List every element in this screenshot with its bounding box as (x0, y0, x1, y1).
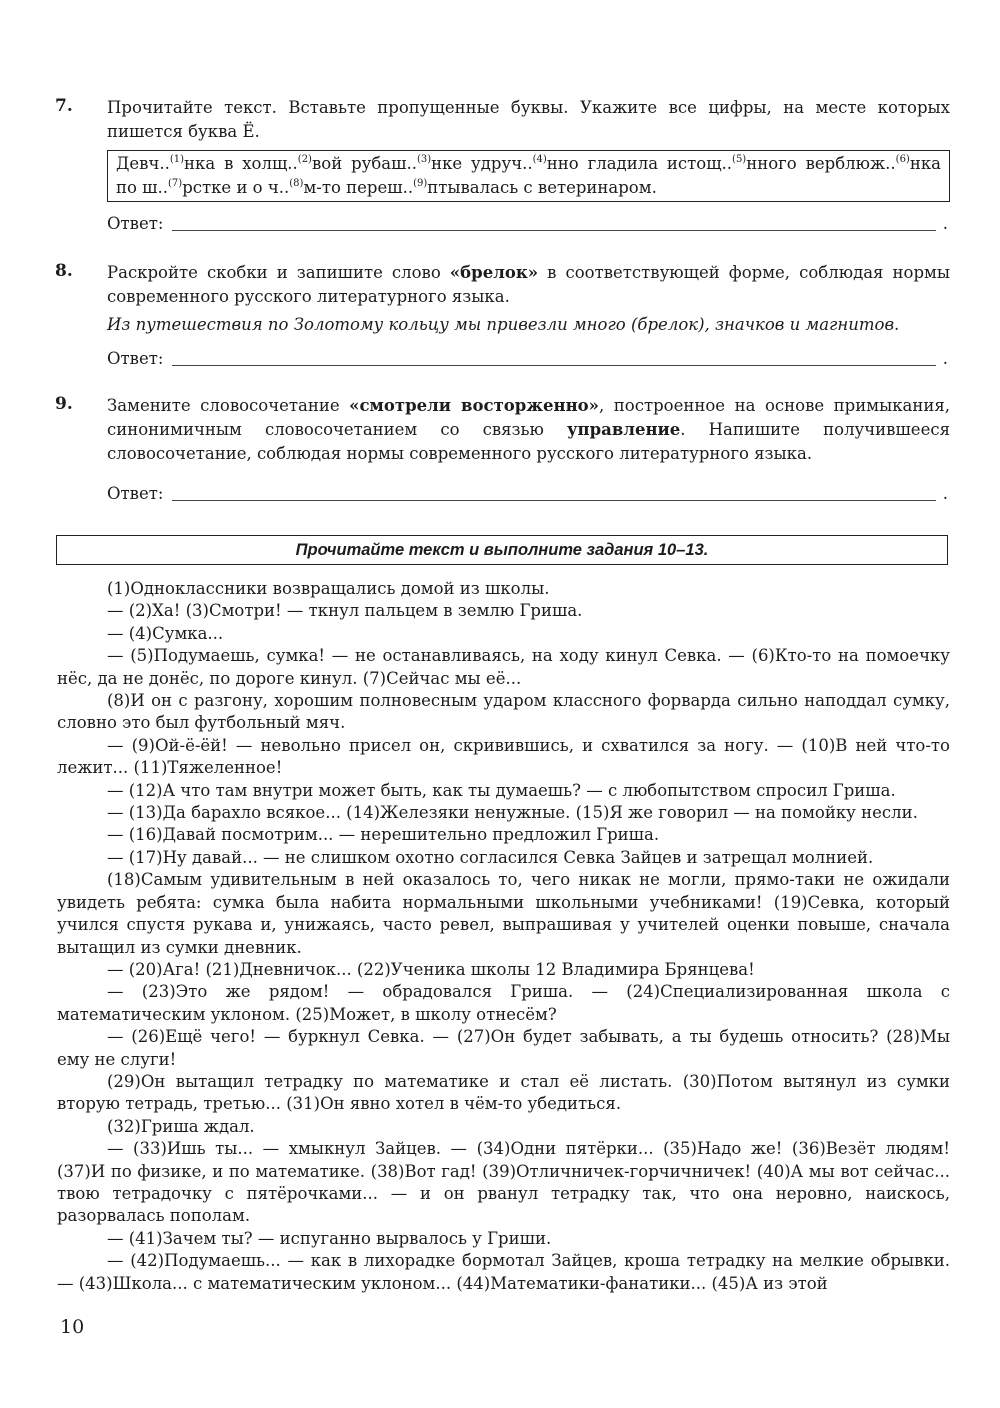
task-number: 7. (55, 96, 73, 116)
box-text-segment: нка по ш.. (116, 154, 941, 197)
task-7 (55, 96, 950, 238)
gap-number: (7) (168, 178, 183, 189)
box-text-segment: нно гладила истощ.. (546, 154, 733, 173)
reading-paragraph: — (41)Зачем ты? — испуганно вырвалось у Гриши. (107, 1228, 552, 1248)
gap-number: (6) (895, 154, 910, 165)
gap-number: (4) (532, 154, 547, 165)
answer-label: Ответ: (107, 214, 164, 233)
instruction-text: . Напишите получившееся словосочетание, соблюдая нормы современного русского литературного языка. (107, 420, 950, 463)
instruction-text: Раскройте скобки и запишите слово (107, 263, 450, 282)
reading-paragraph: — (42)Подумаешь... — как в лихорадке бормотал Зайцев, кроша тетрадку на мелкие обрывки. — (43)Школа... с математическим уклоном... (44)Математики-фанатики... (45)А из этой (57, 1251, 950, 1293)
answer-dot: . (942, 484, 948, 503)
reading-paragraph: — (4)Сумка... (107, 623, 224, 643)
section-banner: Прочитайте текст и выполните задания 10–13. (56, 535, 948, 565)
reading-paragraph: — (33)Ишь ты... — хмыкнул Зайцев. — (34)Одни пятёрки... (35)Надо же! (36)Везёт людям! (37)И по физике, и по математике. (38)Вот гад! (39)Отличничек-горчичничек! (40)А мы вот сейчас... твою тетрадочку с пятёрочками... — и он рванул тетрадку так, что она неровно, наискось, разорвалась пополам. (57, 1139, 950, 1226)
gap-number: (3) (416, 154, 432, 165)
task-example: Из путешествия по Золотому кольцу мы привезли много (брелок), значков и магнитов. (107, 315, 900, 334)
instruction-keyword: «смотрели восторженно» (349, 396, 599, 415)
reading-paragraph: — (26)Ещё чего! — буркнул Севка. — (27)Он будет забывать, а ты будешь относить? (28)Мы ему не слуги! (57, 1027, 950, 1069)
answer-row (107, 482, 950, 508)
gap-number: (2) (297, 154, 312, 165)
reading-paragraph: (32)Гриша ждал. (107, 1116, 255, 1136)
box-text-segment: птывалась с ветеринаром. (427, 178, 657, 197)
reading-paragraph: (1)Одноклассники возвращались домой из школы. (107, 579, 550, 598)
instruction-text: в соответствующей форме, соблюдая нормы современного русского литературного языка. (107, 263, 950, 306)
answer-line[interactable] (172, 500, 936, 501)
reading-paragraph: — (23)Это же рядом! — обрадовался Гриша. — (24)Специализированная школа с математическим уклоном. (25)Может, в школу отнесём? (57, 982, 950, 1024)
answer-row (107, 347, 950, 373)
gap-number: (9) (413, 178, 428, 189)
instruction-keyword: «брелок» (449, 263, 539, 282)
task-instruction (107, 394, 950, 466)
answer-label: Ответ: (107, 349, 164, 368)
box-text-segment: нке удруч.. (431, 154, 533, 173)
reading-paragraph: — (12)А что там внутри может быть, как ты думаешь? — с любопытством спросил Гриша. (107, 780, 896, 800)
task-number: 9. (55, 394, 73, 414)
task-8 (55, 261, 950, 373)
reading-paragraph: (8)И он с разгону, хорошим полновесным ударом классного форварда сильно наподдал сумку, словно это был футбольный мяч. (57, 691, 950, 733)
box-text-segment: Девч.. (116, 154, 170, 173)
reading-paragraph: — (9)Ой-ё-ёй! — невольно присел он, скривившись, и схватился за ногу. — (10)В ней что-то лежит... (11)Тяжеленное! (57, 735, 950, 778)
reading-paragraph: — (2)Ха! (3)Смотри! — ткнул пальцем в землю Гриша. (107, 601, 583, 621)
answer-line[interactable] (172, 230, 936, 231)
box-text-segment: нного верблюж.. (746, 154, 896, 173)
task-instruction: Прочитайте текст. Вставьте пропущенные буквы. Укажите все цифры, на месте которых пишется буква Ё. (107, 98, 950, 141)
task-9 (55, 394, 950, 508)
reading-paragraph: (18)Самым удивительным в ней оказалось то, чего никак не могли, прямо-таки не ожидали увидеть ребята: сумка была набита нормальными школьными учебниками! (19)Севка, который учился спустя рукава и, унижаясь, часто ревел, выпрашивая у учителей оценки повыше, сначала вытащил из сумки дневник. (57, 870, 950, 957)
box-text-segment: рстке и о ч.. (182, 178, 290, 197)
reading-paragraph: — (13)Да барахло всякое... (14)Железяки ненужные. (15)Я же говорил — на помойку несли. (107, 803, 918, 823)
task-number: 8. (55, 261, 73, 281)
page-number: 10 (60, 1316, 85, 1338)
answer-dot: . (942, 349, 948, 368)
reading-paragraph: — (20)Ага! (21)Дневничок... (22)Ученика школы 12 Владимира Брянцева! (107, 959, 755, 979)
reading-paragraph: — (17)Ну давай... — не слишком охотно согласился Севка Зайцев и затрещал молнией. (107, 847, 874, 867)
instruction-text: Замените словосочетание (107, 396, 350, 415)
box-text-segment: вой рубаш.. (311, 154, 417, 173)
instruction-keyword: управление (566, 420, 681, 439)
reading-paragraph: (29)Он вытащил тетрадку по математике и стал её листать. (30)Потом вытянул из сумки вторую тетрадь, третью... (31)Он явно хотел в чём-то убедиться. (57, 1071, 950, 1114)
box-text-segment: нка в холщ.. (184, 154, 298, 173)
answer-row (107, 212, 950, 238)
gap-number: (5) (732, 154, 747, 165)
answer-dot: . (942, 214, 948, 233)
instruction-text: , построенное на основе примыкания, синонимичным словосочетанием со связью (107, 396, 950, 439)
gap-number: (1) (169, 154, 185, 165)
task-text-box (107, 150, 950, 202)
answer-line[interactable] (172, 365, 936, 366)
reading-paragraph: — (16)Давай посмотрим... — нерешительно предложил Гриша. (107, 825, 660, 845)
gap-number: (8) (289, 178, 304, 189)
task-instruction (107, 261, 950, 309)
answer-label: Ответ: (107, 484, 164, 503)
box-text-segment: м-то переш.. (303, 178, 414, 197)
reading-paragraph: — (5)Подумаешь, сумка! — не останавливаясь, на ходу кинул Севка. — (6)Кто-то на помоечку нёс, да не донёс, по дороге кинул. (7)Сейчас мы её... (57, 646, 950, 688)
reading-text (57, 578, 950, 1295)
